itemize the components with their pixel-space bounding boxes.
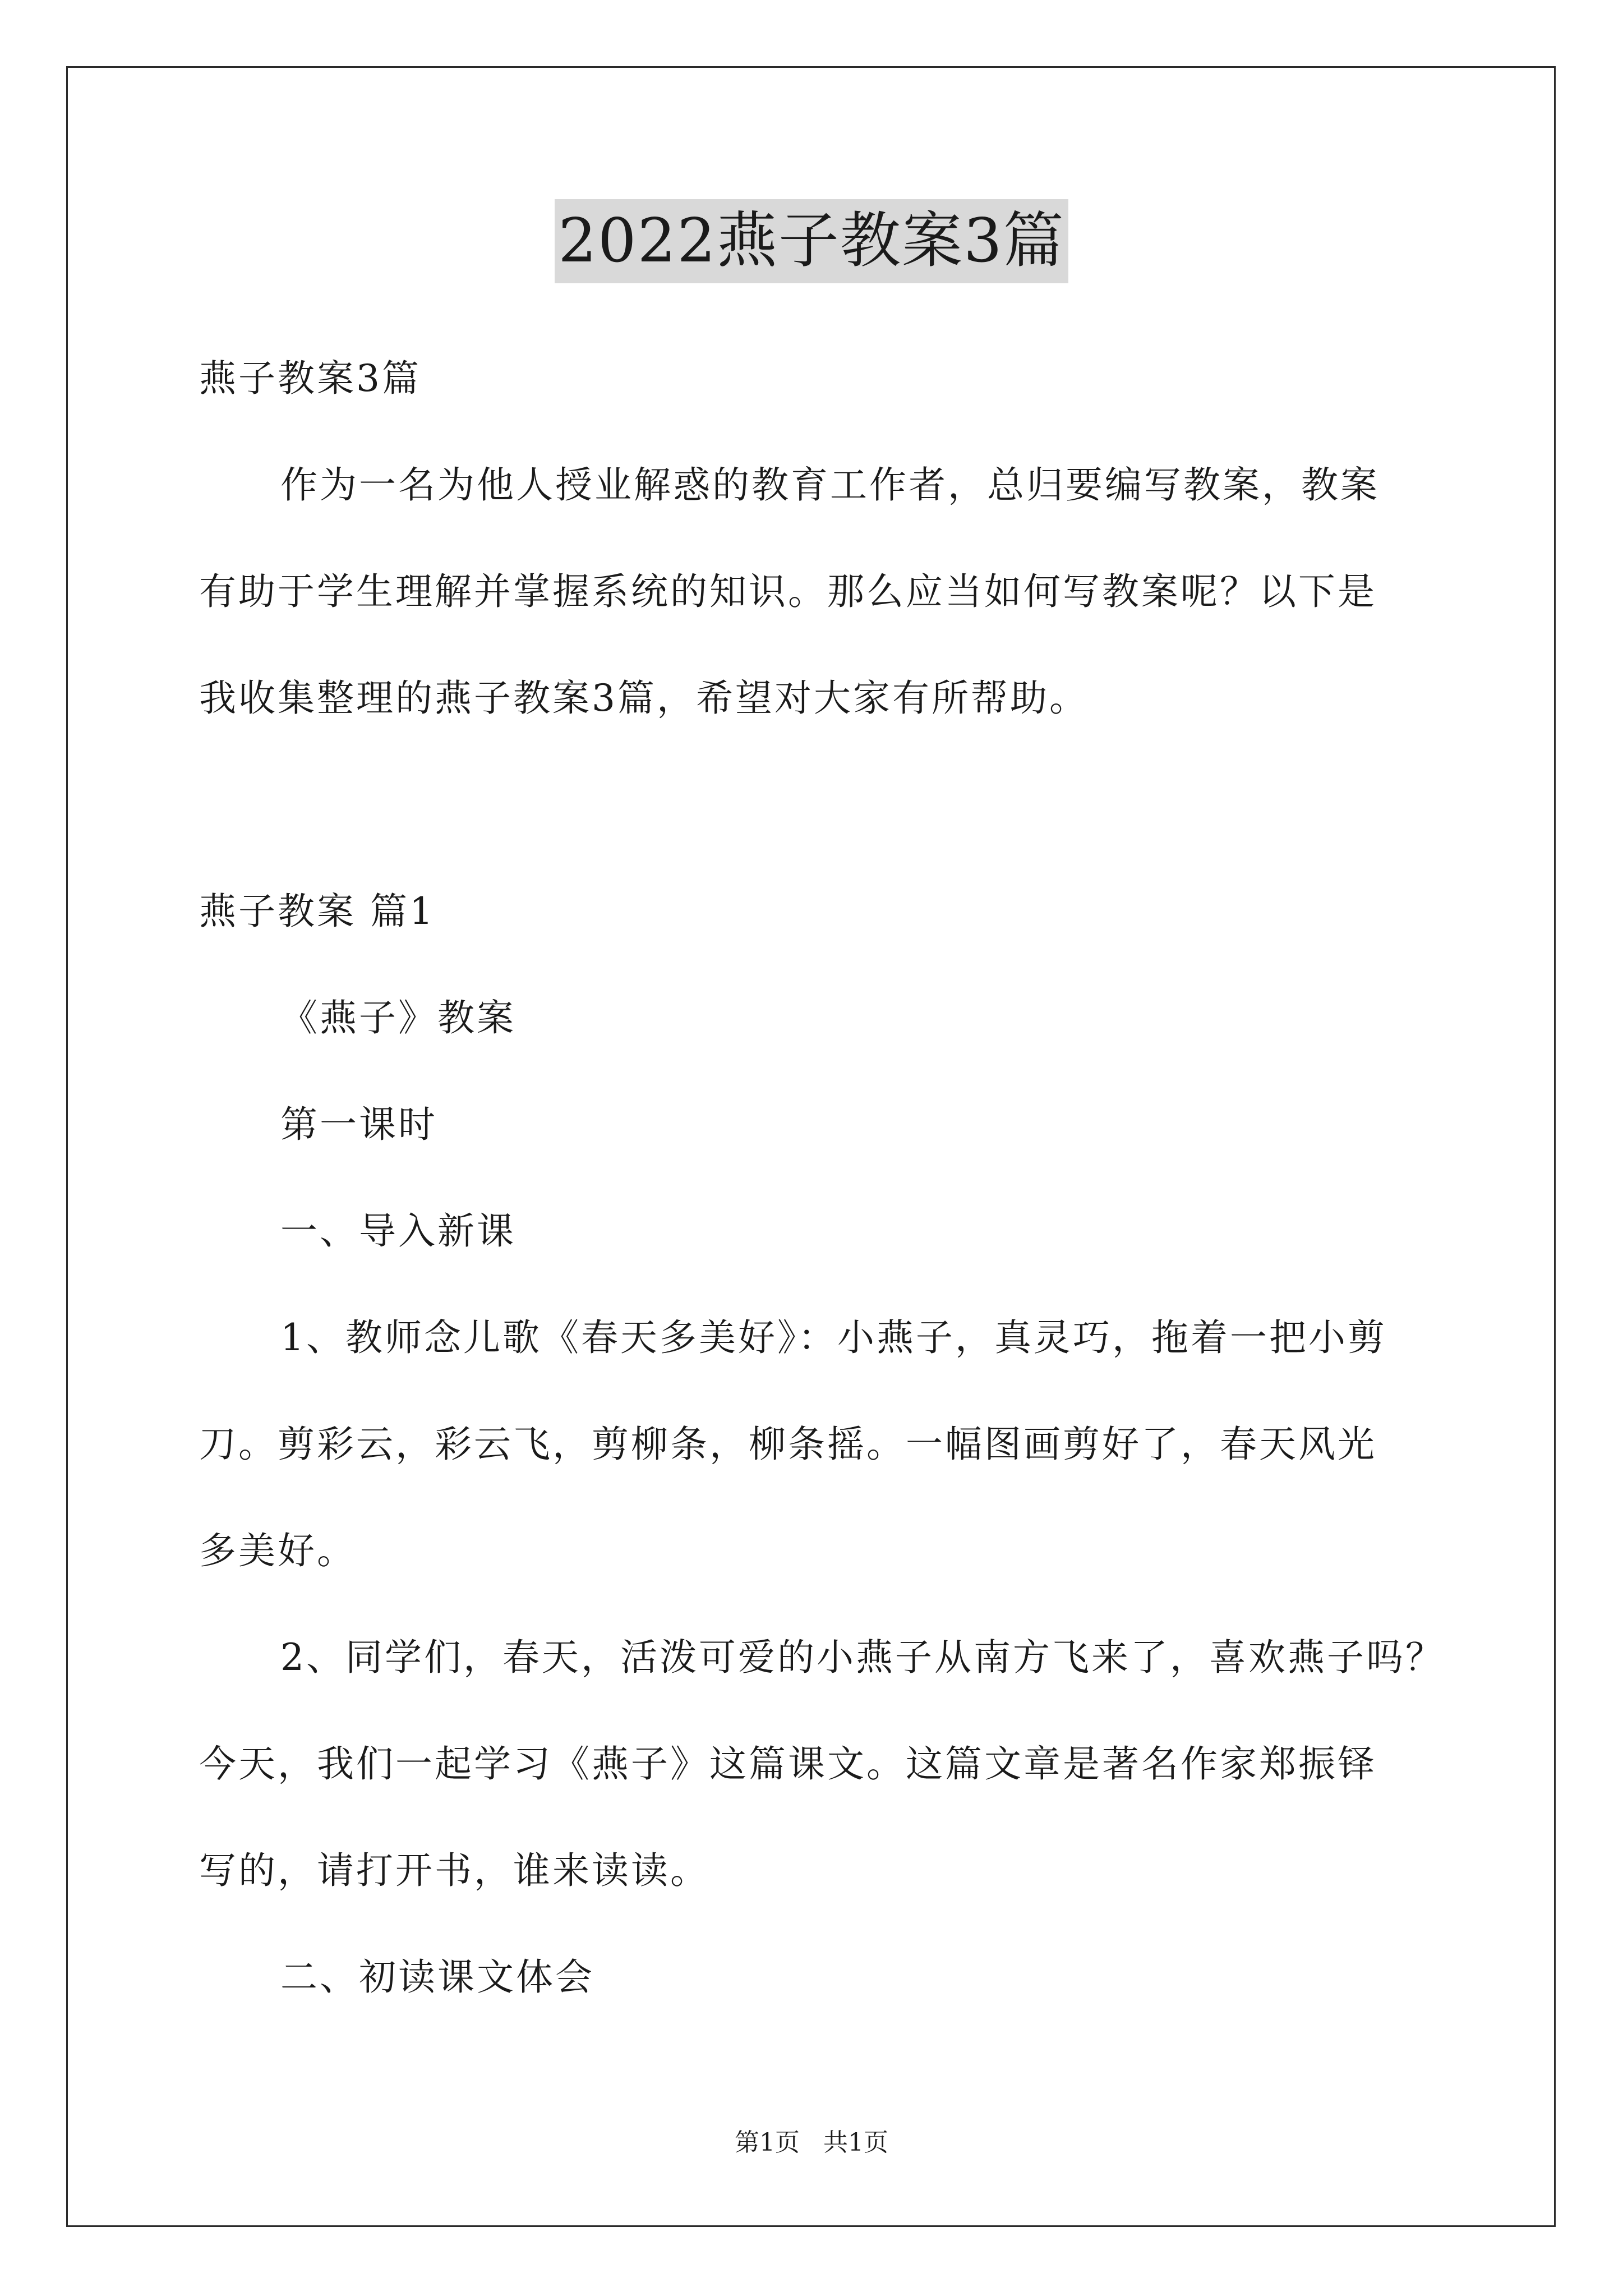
lesson-period: 第一课时 <box>280 1103 437 1146</box>
subtitle-line: 燕子教案3篇 <box>199 357 421 400</box>
title-container <box>0 199 1623 283</box>
step-1-line-3: 多美好。 <box>199 1529 356 1572</box>
lesson-title: 《燕子》教案 <box>280 996 516 1039</box>
step-2-line-2: 今天，我们一起学习《燕子》这篇课文。这篇文章是著名作家郑振铎 <box>199 1742 1377 1786</box>
intro-line-3: 我收集整理的燕子教案3篇，希望对大家有所帮助。 <box>199 677 1089 720</box>
page-footer: 第1页 共1页 <box>735 2128 888 2157</box>
step-1-line-2: 刀。剪彩云，彩云飞，剪柳条，柳条摇。一幅图画剪好了，春天风光 <box>199 1423 1377 1466</box>
step-1-line-1: 1、教师念儿歌《春天多美好》：小燕子，真灵巧，拖着一把小剪 <box>280 1316 1387 1359</box>
step-2-line-3: 写的，请打开书，谁来读读。 <box>199 1849 709 1892</box>
section-heading: 燕子教案 篇1 <box>199 890 435 933</box>
document-title: 2022燕子教案3篇 <box>555 199 1068 283</box>
step-2-line-1: 2、同学们，春天，活泼可爱的小燕子从南方飞来了，喜欢燕子吗？ <box>280 1636 1445 1679</box>
intro-line-1: 作为一名为他人授业解惑的教育工作者，总归要编写教案，教案 <box>280 463 1380 507</box>
part-two-heading: 二、初读课文体会 <box>280 1955 594 1999</box>
part-one-heading: 一、导入新课 <box>280 1209 516 1253</box>
intro-line-2: 有助于学生理解并掌握系统的知识。那么应当如何写教案呢？以下是 <box>199 570 1377 613</box>
